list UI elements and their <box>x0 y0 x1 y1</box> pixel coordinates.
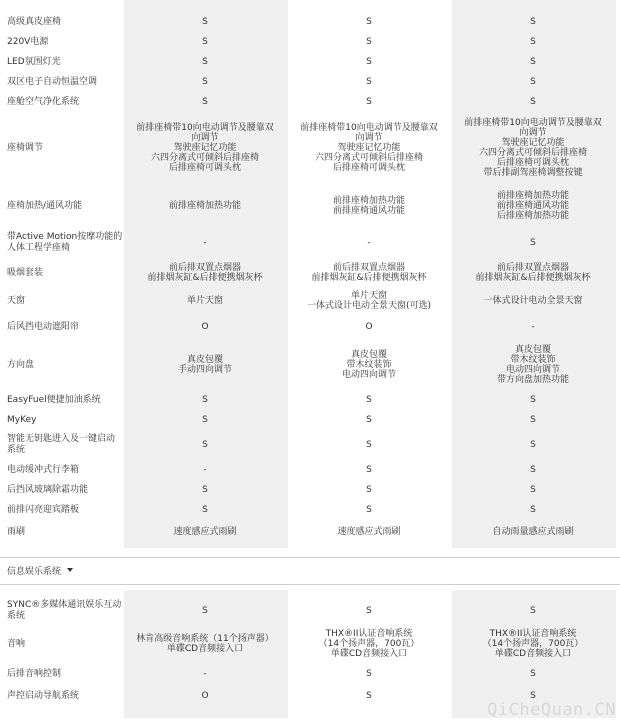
cell-line: S <box>202 17 208 27</box>
cell-line: S <box>366 37 372 47</box>
trim2-cell <box>288 390 450 410</box>
trim3-cell <box>452 624 614 664</box>
cell-line: 一体式设计电动全景天窗(可选) <box>306 301 432 311</box>
trim2-cell <box>288 184 450 228</box>
trim1-cell <box>124 430 286 460</box>
row-label <box>7 32 123 52</box>
cell-line: （14个扬声器，700瓦） <box>318 639 420 649</box>
row-label-text: 雨刷 <box>7 526 26 537</box>
row-label <box>7 430 123 460</box>
row-label <box>7 340 123 390</box>
cell-line: 带后排副驾座椅调整按键 <box>483 168 583 178</box>
cell-line: S <box>202 606 208 616</box>
trim3-cell <box>452 480 614 500</box>
row-label <box>7 520 123 544</box>
trim3-cell <box>452 314 614 340</box>
cell-line: THX®II认证音响系统 <box>325 629 413 639</box>
trim1-cell <box>124 520 286 544</box>
trim3-cell <box>452 390 614 410</box>
trim2-cell <box>288 500 450 520</box>
cell-line: 六四分离式可倾斜后排座椅 <box>478 148 587 158</box>
trim2-cell <box>288 228 450 258</box>
trim3-cell <box>452 500 614 520</box>
cell-line: 一体式设计电动全景天窗 <box>483 296 583 306</box>
table-row <box>0 184 620 228</box>
trim2-cell <box>288 72 450 92</box>
cell-line: S <box>530 669 536 679</box>
cell-line: S <box>366 465 372 475</box>
trim1-cell <box>124 314 286 340</box>
trim3-cell <box>452 340 614 390</box>
row-label-text: 后排音响控制 <box>7 668 62 679</box>
table-row <box>0 72 620 92</box>
table-row <box>0 340 620 390</box>
caret-down-icon <box>67 568 73 572</box>
cell-line: 前排烟灰缸&后排便携烟灰杯 <box>147 273 263 283</box>
cell-line: S <box>530 57 536 67</box>
cell-line: S <box>202 415 208 425</box>
cell-line: - <box>367 238 371 248</box>
trim1-cell <box>124 624 286 664</box>
row-label <box>7 12 123 32</box>
trim3-cell <box>452 410 614 430</box>
row-label <box>7 52 123 72</box>
row-label <box>7 460 123 480</box>
trim1-cell <box>124 410 286 430</box>
trim3-cell <box>452 520 614 544</box>
trim1-cell <box>124 258 286 288</box>
section-divider-top <box>0 557 620 558</box>
trim2-cell <box>288 480 450 500</box>
trim2-cell <box>288 410 450 430</box>
row-label-text: 电动缓冲式行李箱 <box>7 464 80 475</box>
table-row <box>0 500 620 520</box>
cell-line: 六四分离式可倾斜后排座椅 <box>150 153 259 163</box>
trim1-cell <box>124 52 286 72</box>
cell-line: 单碟CD音频接入口 <box>330 649 408 659</box>
cell-line: 手动四向调节 <box>177 365 232 375</box>
section-title: 信息娱乐系统 <box>7 566 62 577</box>
row-label-text: LED氛围灯光 <box>7 56 61 67</box>
cell-line: 前排座椅加热功能 <box>168 201 241 211</box>
row-label-text: 双区电子自动恒温空调 <box>7 76 98 87</box>
cell-line: 后排座椅可调头枕 <box>168 163 241 173</box>
trim2-cell <box>288 460 450 480</box>
cell-line: 驾驶座记忆功能 <box>173 143 237 153</box>
trim3-cell <box>452 288 614 314</box>
trim1-cell <box>124 72 286 92</box>
trim3-cell <box>452 228 614 258</box>
table-row <box>0 228 620 258</box>
table-row <box>0 410 620 430</box>
cell-line: 速度感应式雨刷 <box>173 527 237 537</box>
cell-line: 林肯高级音响系统（11个扬声器） <box>136 634 274 644</box>
trim1-cell <box>124 92 286 112</box>
table-row <box>0 460 620 480</box>
row-label <box>7 314 123 340</box>
row-label <box>7 288 123 314</box>
cell-line: 真皮包覆 <box>350 350 387 360</box>
row-label <box>7 410 123 430</box>
row-label-text: 高级真皮座椅 <box>7 16 62 27</box>
row-label-text: EasyFuel便捷加油系统 <box>7 394 101 405</box>
trim1-cell <box>124 664 286 684</box>
cell-line: S <box>530 691 536 701</box>
cell-line: - <box>203 465 207 475</box>
cell-line: - <box>531 322 535 332</box>
table-row <box>0 52 620 72</box>
cell-line: S <box>202 395 208 405</box>
row-label <box>7 624 123 664</box>
trim2-cell <box>288 340 450 390</box>
row-label-text: 带Active Motion按摩功能的人体工程学座椅 <box>7 232 123 253</box>
row-label <box>7 480 123 500</box>
cell-line: 电动四向调节 <box>341 370 396 380</box>
row-label <box>7 258 123 288</box>
cell-line: S <box>202 77 208 87</box>
table-row <box>0 92 620 112</box>
trim3-cell <box>452 258 614 288</box>
row-label-text: 音响 <box>7 638 26 649</box>
trim3-cell <box>452 598 614 624</box>
cell-line: S <box>366 669 372 679</box>
table-row <box>0 480 620 500</box>
trim3-cell <box>452 430 614 460</box>
watermark: QiCheQuan.CN <box>487 700 616 720</box>
table-row <box>0 32 620 52</box>
cell-line: 六四分离式可倾斜后排座椅 <box>314 153 423 163</box>
trim1-cell <box>124 184 286 228</box>
trim2-cell <box>288 664 450 684</box>
cell-line: S <box>202 57 208 67</box>
table-row <box>0 520 620 544</box>
trim2-cell <box>288 288 450 314</box>
row-label-text: 座椅调节 <box>7 142 44 153</box>
table-row <box>0 598 620 624</box>
row-label <box>7 228 123 258</box>
cell-line: S <box>366 415 372 425</box>
trim1-cell <box>124 288 286 314</box>
trim3-cell <box>452 664 614 684</box>
cell-line: 真皮包覆 <box>514 345 551 355</box>
cell-line: S <box>366 440 372 450</box>
cell-line: S <box>366 77 372 87</box>
row-label-text: MyKey <box>7 414 37 425</box>
cell-line: S <box>202 97 208 107</box>
trim2-cell <box>288 598 450 624</box>
trim3-cell <box>452 52 614 72</box>
cell-line: S <box>202 440 208 450</box>
cell-line: 向调节 <box>519 128 547 138</box>
cell-line: 前后排双置点烟器 <box>496 263 569 273</box>
cell-line: 前排座椅加热功能 <box>496 191 569 201</box>
cell-line: 前排座椅带10向电动调节及腰靠双 <box>300 123 438 133</box>
cell-line: S <box>366 395 372 405</box>
cell-line: 速度感应式雨刷 <box>337 527 401 537</box>
cell-line: S <box>530 440 536 450</box>
section-divider-bottom <box>0 584 620 585</box>
cell-line: S <box>366 691 372 701</box>
table-row <box>0 314 620 340</box>
trim1-cell <box>124 460 286 480</box>
row-label-text: 座椅加热/通风功能 <box>7 200 83 211</box>
cell-line: S <box>530 415 536 425</box>
trim1-cell <box>124 340 286 390</box>
cell-line: S <box>530 17 536 27</box>
row-label-text: 智能无钥匙进入及一键启动系统 <box>7 434 116 455</box>
cell-line: 自动雨量感应式雨刷 <box>492 527 574 537</box>
cell-line: O <box>365 322 373 332</box>
trim2-cell <box>288 258 450 288</box>
row-label-text: 前排闪亮迎宾踏板 <box>7 504 80 515</box>
cell-line: - <box>203 669 207 679</box>
row-label <box>7 72 123 92</box>
cell-line: S <box>530 485 536 495</box>
trim3-cell <box>452 184 614 228</box>
trim2-cell <box>288 92 450 112</box>
trim1-cell <box>124 228 286 258</box>
cell-line: 前排座椅带10向电动调节及腰靠双 <box>136 123 274 133</box>
cell-line: 前后排双置点烟器 <box>168 263 241 273</box>
cell-line: 单碟CD音频接入口 <box>166 644 244 654</box>
cell-line: S <box>366 606 372 616</box>
row-label <box>7 390 123 410</box>
trim1-cell <box>124 112 286 184</box>
cell-line: 单碟CD音频接入口 <box>494 649 572 659</box>
cell-line: （14个扬声器，700瓦） <box>482 639 584 649</box>
trim1-cell <box>124 500 286 520</box>
cell-line: S <box>366 97 372 107</box>
trim2-cell <box>288 624 450 664</box>
trim2-cell <box>288 314 450 340</box>
cell-line: S <box>530 97 536 107</box>
table-row <box>0 664 620 684</box>
cell-line: O <box>201 691 209 701</box>
cell-line: 前排座椅加热功能 <box>332 196 405 206</box>
cell-line: 带木纹装饰 <box>346 360 392 370</box>
table-row <box>0 12 620 32</box>
cell-line: S <box>366 485 372 495</box>
trim2-cell <box>288 112 450 184</box>
cell-line: S <box>530 238 536 248</box>
cell-line: S <box>366 505 372 515</box>
cell-line: O <box>201 322 209 332</box>
cell-line: 前排座椅通风功能 <box>332 206 405 216</box>
cell-line: 前后排双置点烟器 <box>332 263 405 273</box>
cell-line: S <box>366 57 372 67</box>
cell-line: S <box>530 606 536 616</box>
trim2-cell <box>288 520 450 544</box>
cell-line: 带方向盘加热功能 <box>496 375 569 385</box>
cell-line: 电动四向调节 <box>505 365 560 375</box>
cell-line: 前排座椅带10向电动调节及腰靠双 <box>464 118 602 128</box>
cell-line: 后排座椅可调头枕 <box>332 163 405 173</box>
table-row <box>0 112 620 184</box>
row-label <box>7 184 123 228</box>
table-row <box>0 288 620 314</box>
cell-line: S <box>202 505 208 515</box>
cell-line: S <box>366 17 372 27</box>
cell-line: 向调节 <box>355 133 383 143</box>
cell-line: 单片天窗 <box>350 291 387 301</box>
table-row <box>0 390 620 410</box>
trim1-cell <box>124 390 286 410</box>
trim3-cell <box>452 72 614 92</box>
row-label-text: SYNC®多媒体通讯娱乐互动系统 <box>7 600 122 621</box>
trim2-cell <box>288 430 450 460</box>
cell-line: 前排烟灰缸&后排便携烟灰杯 <box>475 273 591 283</box>
trim2-cell <box>288 32 450 52</box>
infotainment-section-header[interactable] <box>7 562 73 578</box>
row-label <box>7 664 123 684</box>
trim3-cell <box>452 460 614 480</box>
cell-line: 后排座椅可调头枕 <box>496 158 569 168</box>
cell-line: 前排座椅通风功能 <box>496 201 569 211</box>
row-label-text: 天窗 <box>7 295 26 306</box>
trim1-cell <box>124 598 286 624</box>
trim2-cell <box>288 12 450 32</box>
cell-line: 向调节 <box>191 133 219 143</box>
cell-line: S <box>530 465 536 475</box>
trim2-cell <box>288 52 450 72</box>
cell-line: 驾驶座记忆功能 <box>501 138 565 148</box>
cell-line: S <box>530 505 536 515</box>
trim3-cell <box>452 12 614 32</box>
row-label <box>7 684 123 708</box>
cell-line: THX®II认证音响系统 <box>489 629 577 639</box>
trim1-cell <box>124 480 286 500</box>
trim3-cell <box>452 112 614 184</box>
cell-line: 驾驶座记忆功能 <box>337 143 401 153</box>
cell-line: 后排座椅加热功能 <box>496 211 569 221</box>
cell-line: S <box>202 37 208 47</box>
trim2-cell <box>288 684 450 708</box>
row-label-text: 后风挡电动遮阳帘 <box>7 321 80 332</box>
cell-line: 单片天窗 <box>186 296 223 306</box>
row-label-text: 吸烟套装 <box>7 267 44 278</box>
trim1-cell <box>124 32 286 52</box>
cell-line: S <box>530 395 536 405</box>
row-label-text: 后挡风玻璃除霜功能 <box>7 484 89 495</box>
cell-line: 带木纹装饰 <box>510 355 556 365</box>
row-label <box>7 500 123 520</box>
table-row <box>0 258 620 288</box>
row-label <box>7 112 123 184</box>
row-label-text: 座舱空气净化系统 <box>7 96 80 107</box>
cell-line: 前排烟灰缸&后排便携烟灰杯 <box>311 273 427 283</box>
row-label <box>7 598 123 624</box>
cell-line: S <box>202 485 208 495</box>
table-row <box>0 430 620 460</box>
row-label <box>7 92 123 112</box>
cell-line: 真皮包覆 <box>186 355 223 365</box>
table-row <box>0 624 620 664</box>
trim1-cell <box>124 12 286 32</box>
trim3-cell <box>452 32 614 52</box>
cell-line: S <box>530 37 536 47</box>
trim3-cell <box>452 92 614 112</box>
cell-line: S <box>530 77 536 87</box>
cell-line: - <box>203 238 207 248</box>
row-label-text: 方向盘 <box>7 359 35 370</box>
row-label-text: 声控启动导航系统 <box>7 690 80 701</box>
trim1-cell <box>124 684 286 708</box>
row-label-text: 220V电源 <box>7 36 49 47</box>
